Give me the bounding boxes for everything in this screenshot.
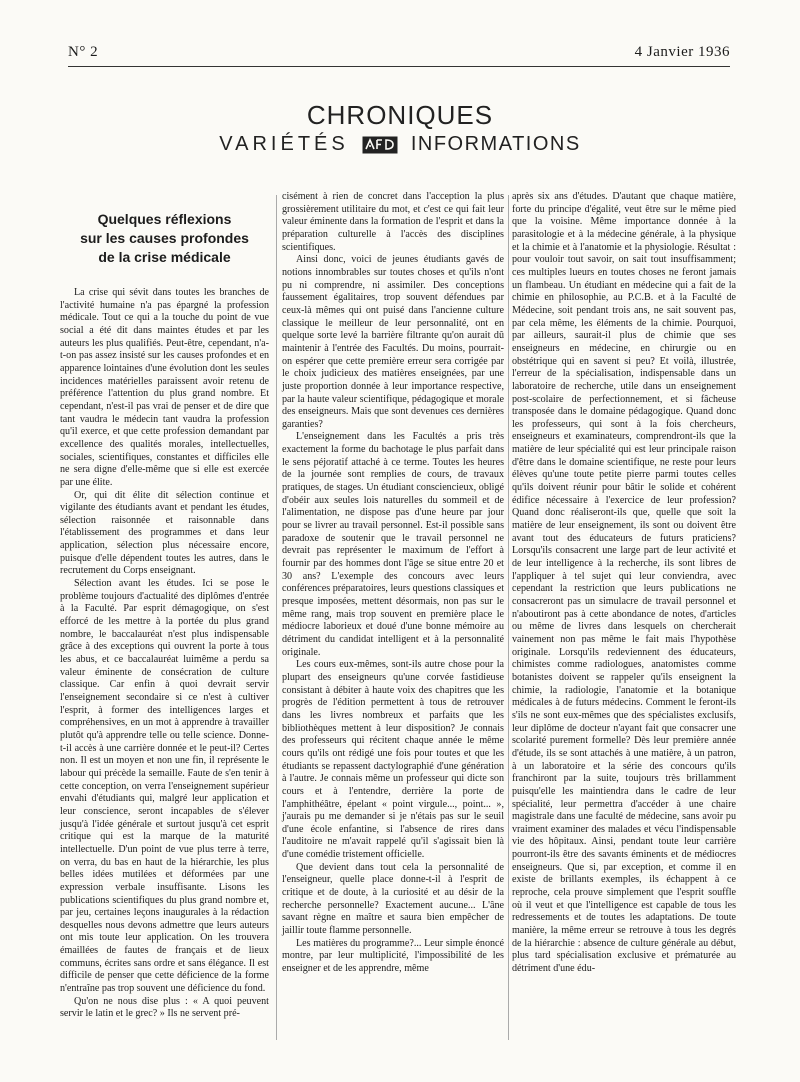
paragraph: Or, qui dit élite dit sélection continue et vigilante des étudiants avant et pendant les études, sélection raisonnée et raisonnable dans l'établissement des programmes et dans leur application, sélection plus nécessaire encore, puisque d'elle dépendent toutes les autres, dans le recrutement du Corps enseignant.	[60, 489, 269, 577]
article-title-line: sur les causes profondes	[80, 230, 249, 246]
paragraph: Que devient dans tout cela la personnalité de l'enseigneur, quelle place donne-t-il à l'esprit de critique et de doute, à la curiosité et au désir de la recherche personnelle? Exactement aucune... L'âne savant règne en maître et saura bien empêcher de jaillir toute flamme personnelle.	[282, 861, 504, 937]
article-column-1	[60, 210, 269, 1021]
article-column-2	[282, 191, 504, 976]
column-divider	[508, 195, 509, 1040]
paragraph: Les cours eux-mêmes, sont-ils autre chose pour la plupart des enseigneurs qu'une corvée fastidieuse consistant à débiter à haute voix des chapitres que les progrès de l'édition permettent à tous de retrouver dans les livres nombreux et parfaits que les bibliothèques mettent à leur disposition? Je connais des professeurs qui récitent chaque année le même cours qu'ils ont rédigé une fois pour toutes et que les étudiants se repassent dactylographié d'une génération à l'autre. Je connais même un professeur qui dicte son cours et à l'entendre, derrière la porte de l'amphithéâtre, épelant « point virgule..., point... », j'aurais pu me demander si je n'étais pas sur le seuil d'une école enfantine, si l'absence de rires dans l'auditoire ne m'avait rappelé qu'il s'agissait bien là d'une comédie tristement officielle.	[282, 659, 504, 861]
paragraph: Les matières du programme?... Leur simple énoncé montre, par leur multiplicité, l'impossibilité de les enseigner et de les apprendre, même	[282, 937, 504, 975]
masthead-title: CHRONIQUES	[306, 100, 494, 130]
article-column-3	[512, 191, 736, 976]
paragraph: Ainsi donc, voici de jeunes étudiants gavés de notions innombrables sur toutes choses et qu'ils n'ont pu ni comprendre, ni assimiler. Des conceptions faussement égalitaires, trop souvent défendues par ceux-là mêmes qui ont puisé dans l'ancienne culture classique le meilleur de leur personnalité, ont en quelque sorte levé la barrière filtrante qu'on aurait dû maintenir à l'entrée des Facultés. Du moins, pourrait-on espérer que cette première erreur sera corrigée par le choix judicieux des matières enseignées, par une juste proportion donnée à leur importance respective, par la haute valeur scientifique, pédagogique et morale des enseigneurs. Mais que sont devenues ces dernières garanties?	[282, 254, 504, 430]
masthead-subtitle	[0, 132, 800, 156]
issue-number: N° 2	[68, 44, 99, 60]
article-title	[60, 210, 269, 267]
header-rule	[68, 66, 730, 67]
issue-date: 4 Janvier 1936	[634, 44, 730, 60]
ornament-logo-icon	[362, 136, 398, 154]
running-header	[68, 44, 730, 62]
paragraph: cisément à rien de concret dans l'acception la plus grossièrement utilitaire du mot, et c'est ce qui fait leur valeur éminente dans la formation de l'esprit et dans la préparation culturelle à l'accès des disciplines scientifiques.	[282, 191, 504, 253]
masthead-left-word: VARIÉTÉS	[219, 133, 349, 155]
paragraph: Sélection avant les études. Ici se pose le problème toujours d'actualité des diplômes d'entrée à la Faculté. Par esprit démagogique, on s'est efforcé de les mettre à la portée du plus grand nombre, le baccalauréat n'est plus indispensable grâce à des exceptions qui ouvrent la porte à tous les abus, et ce baccalauréat luimême a perdu sa valeur éminente de consécration de culture classique. Car enfin à quoi devrait servir l'enseignement secondaire si ce n'est à cultiver l'esprit, à former des intelligences larges et compréhensives, en un mot à apprendre à travailler plutôt qu'à apprendre telle ou telle science. Donne-t-il accès à une carrière donnée et le peut-il? Certes non. Il est un moyen et non une fin, il représente le labour qui précède la semaille. Faute de s'en tenir à cette conception, on verra l'enseignement supérieur envahi d'étudiants qui, malgré leur application et leur conscience, seront incapables de s'élever jusqu'à l'idée générale et surtout jusqu'à cet esprit critique qui est la marque de la maturité intellectuelle. D'un point de vue plus terre à terre, on verra, du bas en haut de la hiérarchie, les plus belles idées mutilées et déformées par une expression verbale insuffisante. Lisons les publications scientifiques du plus grand nombre et, par jeu, certaines leçons inaugurales à la rédaction desquelles nous devons admettre que leurs auteurs ont mis toute leur application. On les trouvera émaillées de fautes de français et de lieux communs, écrites sans ordre et sans élégance. Il est difficile de penser que cette déficience de la forme n'entraîne pas trop souvent une déficience du fond.	[60, 578, 269, 995]
paragraph: Qu'on ne nous dise plus : « A quoi peuvent servir le latin et le grec? » Ils ne servent pré-	[60, 995, 269, 1020]
masthead-right-word: INFORMATIONS	[410, 133, 581, 155]
article-title-line: de la crise médicale	[98, 249, 231, 265]
paragraph: L'enseignement dans les Facultés a pris très exactement la forme du bachotage le plus parfait dans le sens péjoratif attaché à ce terme. Toutes les heures de la journée sont remplies de cours, de travaux pratiques, de stages. Un étudiant consciencieux, obligé d'obéir aux seules lois naturelles du sommeil et de l'alimentation, ne dispose pas d'une heure par jour pour se livrer au travail personnel. Est-il possible sans paradoxe de soutenir que le travail personnel ne devrait pas représenter le maximum de l'effort à fournir par des hommes dont l'âge se situe entre 20 et 30 ans? L'exemple des concours avec leurs conférences préparatoires, leurs questions classiques et presque imposées, mettent désormais, non pas sur le même rang, mais trop souvent en première place le médiocre laborieux et doué d'une bonne mémoire au détriment du candidat intelligent et à la personnalité originale.	[282, 431, 504, 658]
masthead	[0, 100, 800, 156]
article-title-line: Quelques réflexions	[97, 211, 232, 227]
paragraph: La crise qui sévit dans toutes les branches de l'activité humaine n'a pas épargné la profession médicale. Tout ce qui a la touche du point de vue social a été dit dans maintes études et par les auteurs les plus qualifiés. Peut-être, cependant, n'a-t-on pas assez insisté sur les causes profondes et en apparence lointaines d'une évolution dont les seules incidences matérielles paraissent avoir retenu de préférence l'attention du plus grand nombre. Et cependant, n'est-il pas vrai de penser et de dire que tant vaudra le médecin tant vaudra la profession qu'il exerce, et que cette profession demandant par excellence des qualités morales, intellectuelles, sociales, scientifiques, constantes et difficiles elle ne sera digne d'elle-même que si elle est exercée par une élite.	[60, 287, 269, 488]
column-divider	[276, 195, 277, 1040]
paragraph: après six ans d'études. D'autant que chaque matière, forte du principe d'égalité, veut être sur le même pied que la voisine. Même importance donnée à la parasitologie et à la médecine générale, à la physique et la chimie et à l'anatomie et la physiologie. Résultat : pour vouloir tout savoir, on sait tout insuffisamment; ces multiples lueurs en toutes choses ne feront jamais un flambeau. Un étudiant en médecine qui a fait de la chimie en philosophie, au P.C.B. et à la Faculté de Médecine, soit pendant trois ans, ne sait souvent pas, par cela même, les éléments de la chimie. Pourquoi, par ailleurs, saurait-il plus de chimie que ses enseigneurs en médecine, en chirurgie ou en obstétrique qui en savent si peu? Et voilà, illustrée, l'erreur de la spécialisation, indispensable dans un laboratoire de recherche, utile dans un enseignement post-scolaire de perfectionnement, et si fâcheuse transposée dans le domaine pédagogique. Quand donc les professeurs, qui sont à la fois chercheurs, enseigneurs et examinateurs, comprendront-ils que la matière de leur spécialité qui est leur principale raison d'être dans le domaine scientifique, ne reste pour leurs élèves qu'une toute petite pierre parmi toutes celles qu'ils doivent réunir pour bâtir le solide et cohérent édifice nécessaire à l'exercice de leur profession? Quand donc réaliseront-ils que, quelle que soit la matière de leur enseignement, ils sont ou doivent être avant tout des éducateurs de futurs praticiens? Lorsqu'ils consacrent une large part de leur activité et de leur intelligence à la recherche, ils sont libres de l'appliquer à tel sujet qui leur conviendra, avec cependant la restriction que leurs publications ne consacreront pas un simulacre de travail personnel et n'aboutiront pas à cette abondance de notes, d'articles ou même de livres dans lesquels on chercherait vainement non pas même le fait mais l'hypothèse originale. Lorsqu'ils redeviennent des éducateurs, chimistes comme radiologues, anatomistes comme botanistes doivent se rappeler qu'ils enseignent la chimie, la radiologie, l'anatomie et la botanique médicales à de futurs médecins. Comment le feront-ils s'ils ne sont eux-mêmes que des spécialistes exclusifs, leur diplôme de docteur n'ayant fait que consacrer une scolarité purement formelle? Dès leur première année d'étude, ils se sont attachés à une matière, à un patron, à un laboratoire et la série des concours qu'ils franchiront par la suite, toujours très brillamment puisqu'elle les maintiendra dans le cadre de leur spécialité, leur permettra d'accéder à une chaire magistrale dans une faculté de médecine, sans avoir pu vraiment examiner des malades et vécu l'indispensable vie des hôpitaux. Ainsi, pendant toute leur carrière pourront-ils être des savants éminents et de médiocres enseigneurs. Que si, par exception, et comme il en existe de brillants exemples, ils échappent à ce reproche, cela prouve simplement que l'esprit souffle où il veut et que l'intelligence est capable de tous les redressements et de toutes les adaptations. De toute manière, la même erreur se retrouve à tous les degrés de la hiérarchie : absence de culture générale au début, plus tard spécialisation exclusive et prématurée au détriment d'une édu-	[512, 191, 736, 975]
